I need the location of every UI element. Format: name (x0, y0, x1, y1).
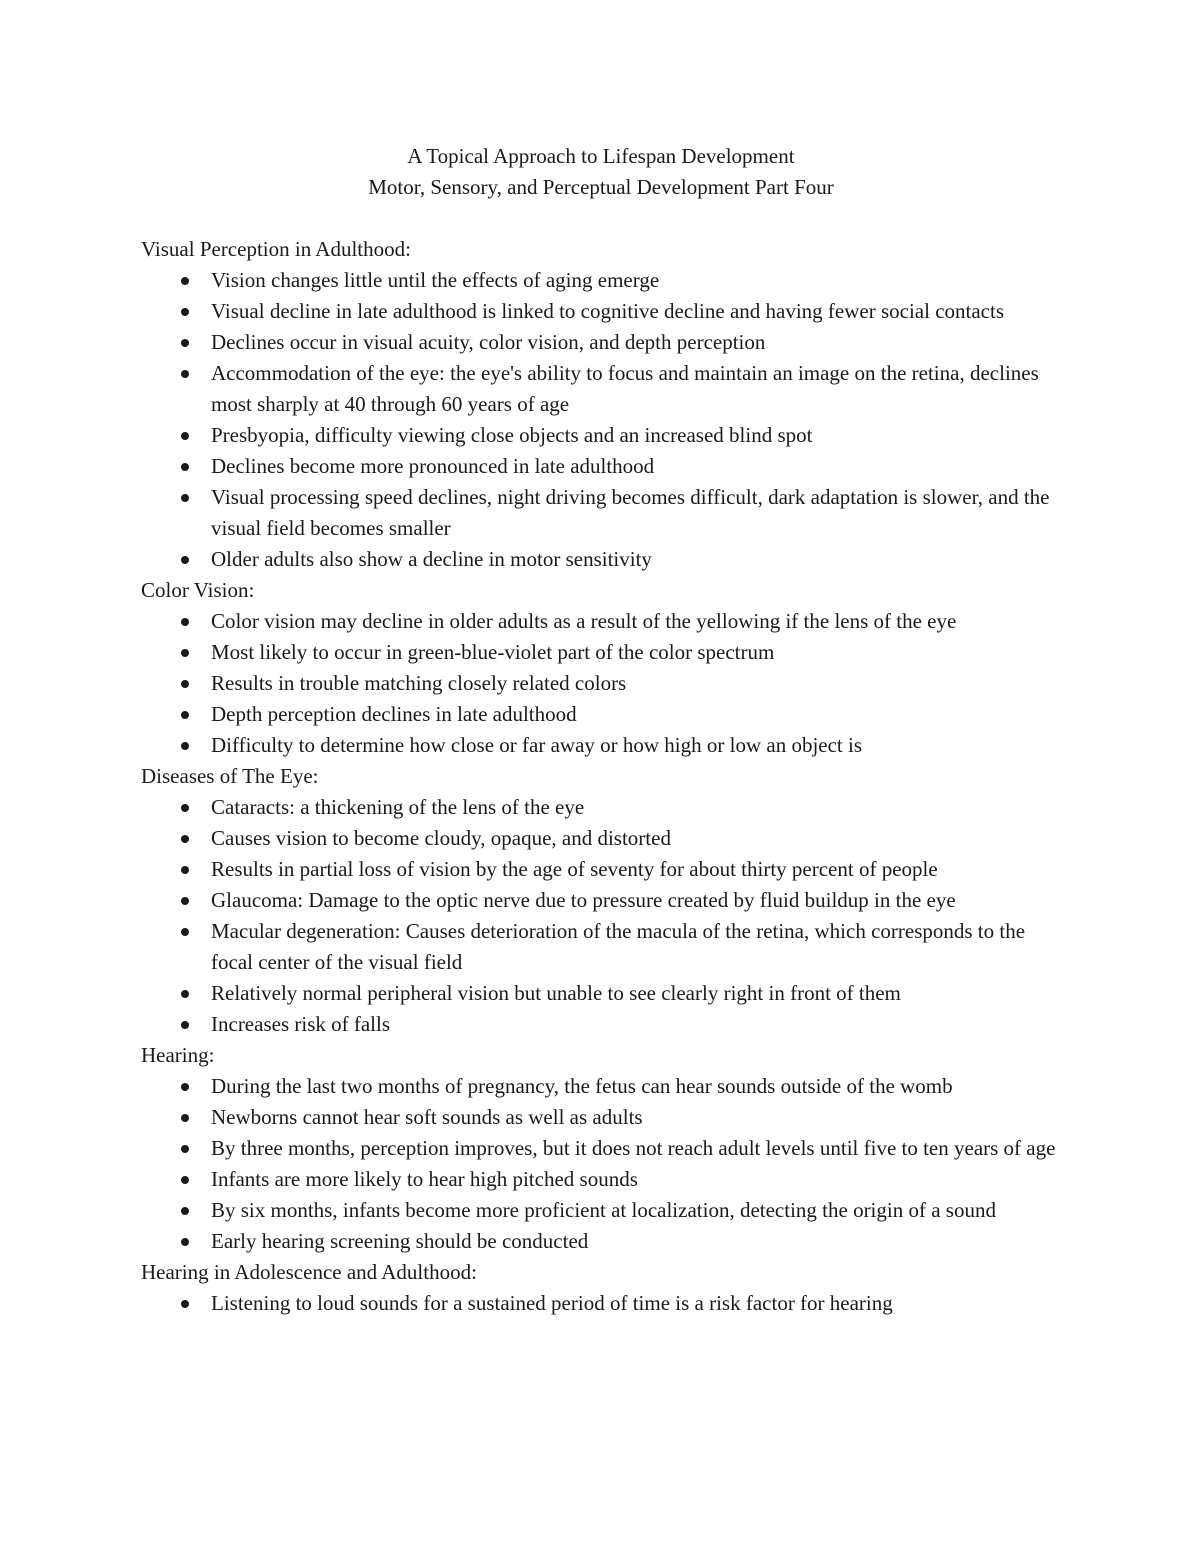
bullet-icon (181, 866, 189, 874)
bullet-list (141, 1071, 1061, 1257)
list-item-text: Color vision may decline in older adults as a result of the yellowing if the lens of the eye (211, 609, 957, 633)
list-item (141, 327, 1061, 358)
bullet-icon (181, 1300, 189, 1308)
bullet-icon (181, 308, 189, 316)
bullet-icon (181, 277, 189, 285)
list-item (141, 823, 1061, 854)
bullet-icon (181, 618, 189, 626)
list-item (141, 358, 1061, 420)
list-item (141, 792, 1061, 823)
sections-container (141, 234, 1061, 1319)
bullet-icon (181, 494, 189, 502)
list-item-text: By three months, perception improves, but it does not reach adult levels until five to ten years of age (211, 1136, 1056, 1160)
list-item (141, 606, 1061, 637)
list-item-text: By six months, infants become more proficient at localization, detecting the origin of a sound (211, 1198, 996, 1222)
list-item (141, 544, 1061, 575)
list-item-text: Listening to loud sounds for a sustained period of time is a risk factor for hearing (211, 1291, 893, 1315)
bullet-icon (181, 339, 189, 347)
bullet-icon (181, 1238, 189, 1246)
list-item-text: Results in trouble matching closely related colors (211, 671, 627, 695)
list-item (141, 668, 1061, 699)
list-item-text: Depth perception declines in late adulthood (211, 702, 577, 726)
list-item-text: Increases risk of falls (211, 1012, 391, 1036)
list-item-text: Visual processing speed declines, night driving becomes difficult, dark adaptation is slower, and the visual field becomes smaller (211, 485, 1050, 540)
list-item (141, 730, 1061, 761)
section-heading: Hearing: (141, 1043, 215, 1067)
bullet-icon (181, 1114, 189, 1122)
list-item (141, 1164, 1061, 1195)
list-item (141, 699, 1061, 730)
list-item (141, 482, 1061, 544)
document-content (141, 141, 1061, 1319)
bullet-icon (181, 804, 189, 812)
bullet-icon (181, 1207, 189, 1215)
bullet-icon (181, 370, 189, 378)
bullet-icon (181, 897, 189, 905)
title-block (141, 141, 1061, 203)
bullet-icon (181, 463, 189, 471)
list-item-text: Most likely to occur in green-blue-violet part of the color spectrum (211, 640, 775, 664)
list-item-text: Causes vision to become cloudy, opaque, and distorted (211, 826, 671, 850)
bullet-icon (181, 835, 189, 843)
list-item-text: Vision changes little until the effects of aging emerge (211, 268, 660, 292)
document-subtitle: Motor, Sensory, and Perceptual Development Part Four (368, 175, 834, 199)
bullet-icon (181, 432, 189, 440)
list-item (141, 916, 1061, 978)
list-item (141, 1133, 1061, 1164)
list-item-text: Early hearing screening should be conducted (211, 1229, 589, 1253)
document-title: A Topical Approach to Lifespan Development (407, 144, 795, 168)
bullet-icon (181, 990, 189, 998)
bullet-icon (181, 556, 189, 564)
list-item-text: Relatively normal peripheral vision but unable to see clearly right in front of them (211, 981, 901, 1005)
list-item-text: Older adults also show a decline in motor sensitivity (211, 547, 652, 571)
bullet-icon (181, 742, 189, 750)
bullet-icon (181, 711, 189, 719)
list-item (141, 637, 1061, 668)
list-item-text: Accommodation of the eye: the eye's ability to focus and maintain an image on the retina, declines most sharply at 40 through 60 years of age (211, 361, 1039, 416)
list-item-text: Newborns cannot hear soft sounds as well as adults (211, 1105, 643, 1129)
list-item-text: During the last two months of pregnancy, the fetus can hear sounds outside of the womb (211, 1074, 953, 1098)
list-item (141, 296, 1061, 327)
list-item (141, 1071, 1061, 1102)
section-heading: Visual Perception in Adulthood: (141, 237, 411, 261)
section-heading: Hearing in Adolescence and Adulthood: (141, 1260, 477, 1284)
bullet-icon (181, 649, 189, 657)
list-item (141, 420, 1061, 451)
list-item-text: Visual decline in late adulthood is linked to cognitive decline and having fewer social contacts (211, 299, 1004, 323)
section-heading: Diseases of The Eye: (141, 764, 319, 788)
bullet-icon (181, 1145, 189, 1153)
list-item-text: Declines become more pronounced in late adulthood (211, 454, 655, 478)
list-item-text: Glaucoma: Damage to the optic nerve due to pressure created by fluid buildup in the eye (211, 888, 956, 912)
section (141, 1257, 1061, 1319)
bullet-icon (181, 1176, 189, 1184)
list-item-text: Cataracts: a thickening of the lens of the eye (211, 795, 585, 819)
list-item (141, 854, 1061, 885)
list-item (141, 885, 1061, 916)
bullet-icon (181, 680, 189, 688)
list-item (141, 978, 1061, 1009)
bullet-list (141, 265, 1061, 575)
list-item (141, 1288, 1061, 1319)
bullet-icon (181, 1083, 189, 1091)
list-item-text: Results in partial loss of vision by the age of seventy for about thirty percent of people (211, 857, 938, 881)
section-heading: Color Vision: (141, 578, 255, 602)
bullet-list (141, 1288, 1061, 1319)
list-item (141, 1226, 1061, 1257)
bullet-icon (181, 1021, 189, 1029)
section (141, 761, 1061, 1040)
section (141, 1040, 1061, 1257)
bullet-list (141, 792, 1061, 1040)
list-item (141, 265, 1061, 296)
list-item-text: Presbyopia, difficulty viewing close objects and an increased blind spot (211, 423, 813, 447)
list-item-text: Declines occur in visual acuity, color vision, and depth perception (211, 330, 766, 354)
list-item (141, 451, 1061, 482)
list-item (141, 1195, 1061, 1226)
list-item (141, 1102, 1061, 1133)
section (141, 575, 1061, 761)
list-item (141, 1009, 1061, 1040)
bullet-icon (181, 928, 189, 936)
list-item-text: Macular degeneration: Causes deterioration of the macula of the retina, which corresponds to the focal center of the visual field (211, 919, 1026, 974)
list-item-text: Infants are more likely to hear high pitched sounds (211, 1167, 638, 1191)
bullet-list (141, 606, 1061, 761)
section (141, 234, 1061, 575)
list-item-text: Difficulty to determine how close or far away or how high or low an object is (211, 733, 863, 757)
